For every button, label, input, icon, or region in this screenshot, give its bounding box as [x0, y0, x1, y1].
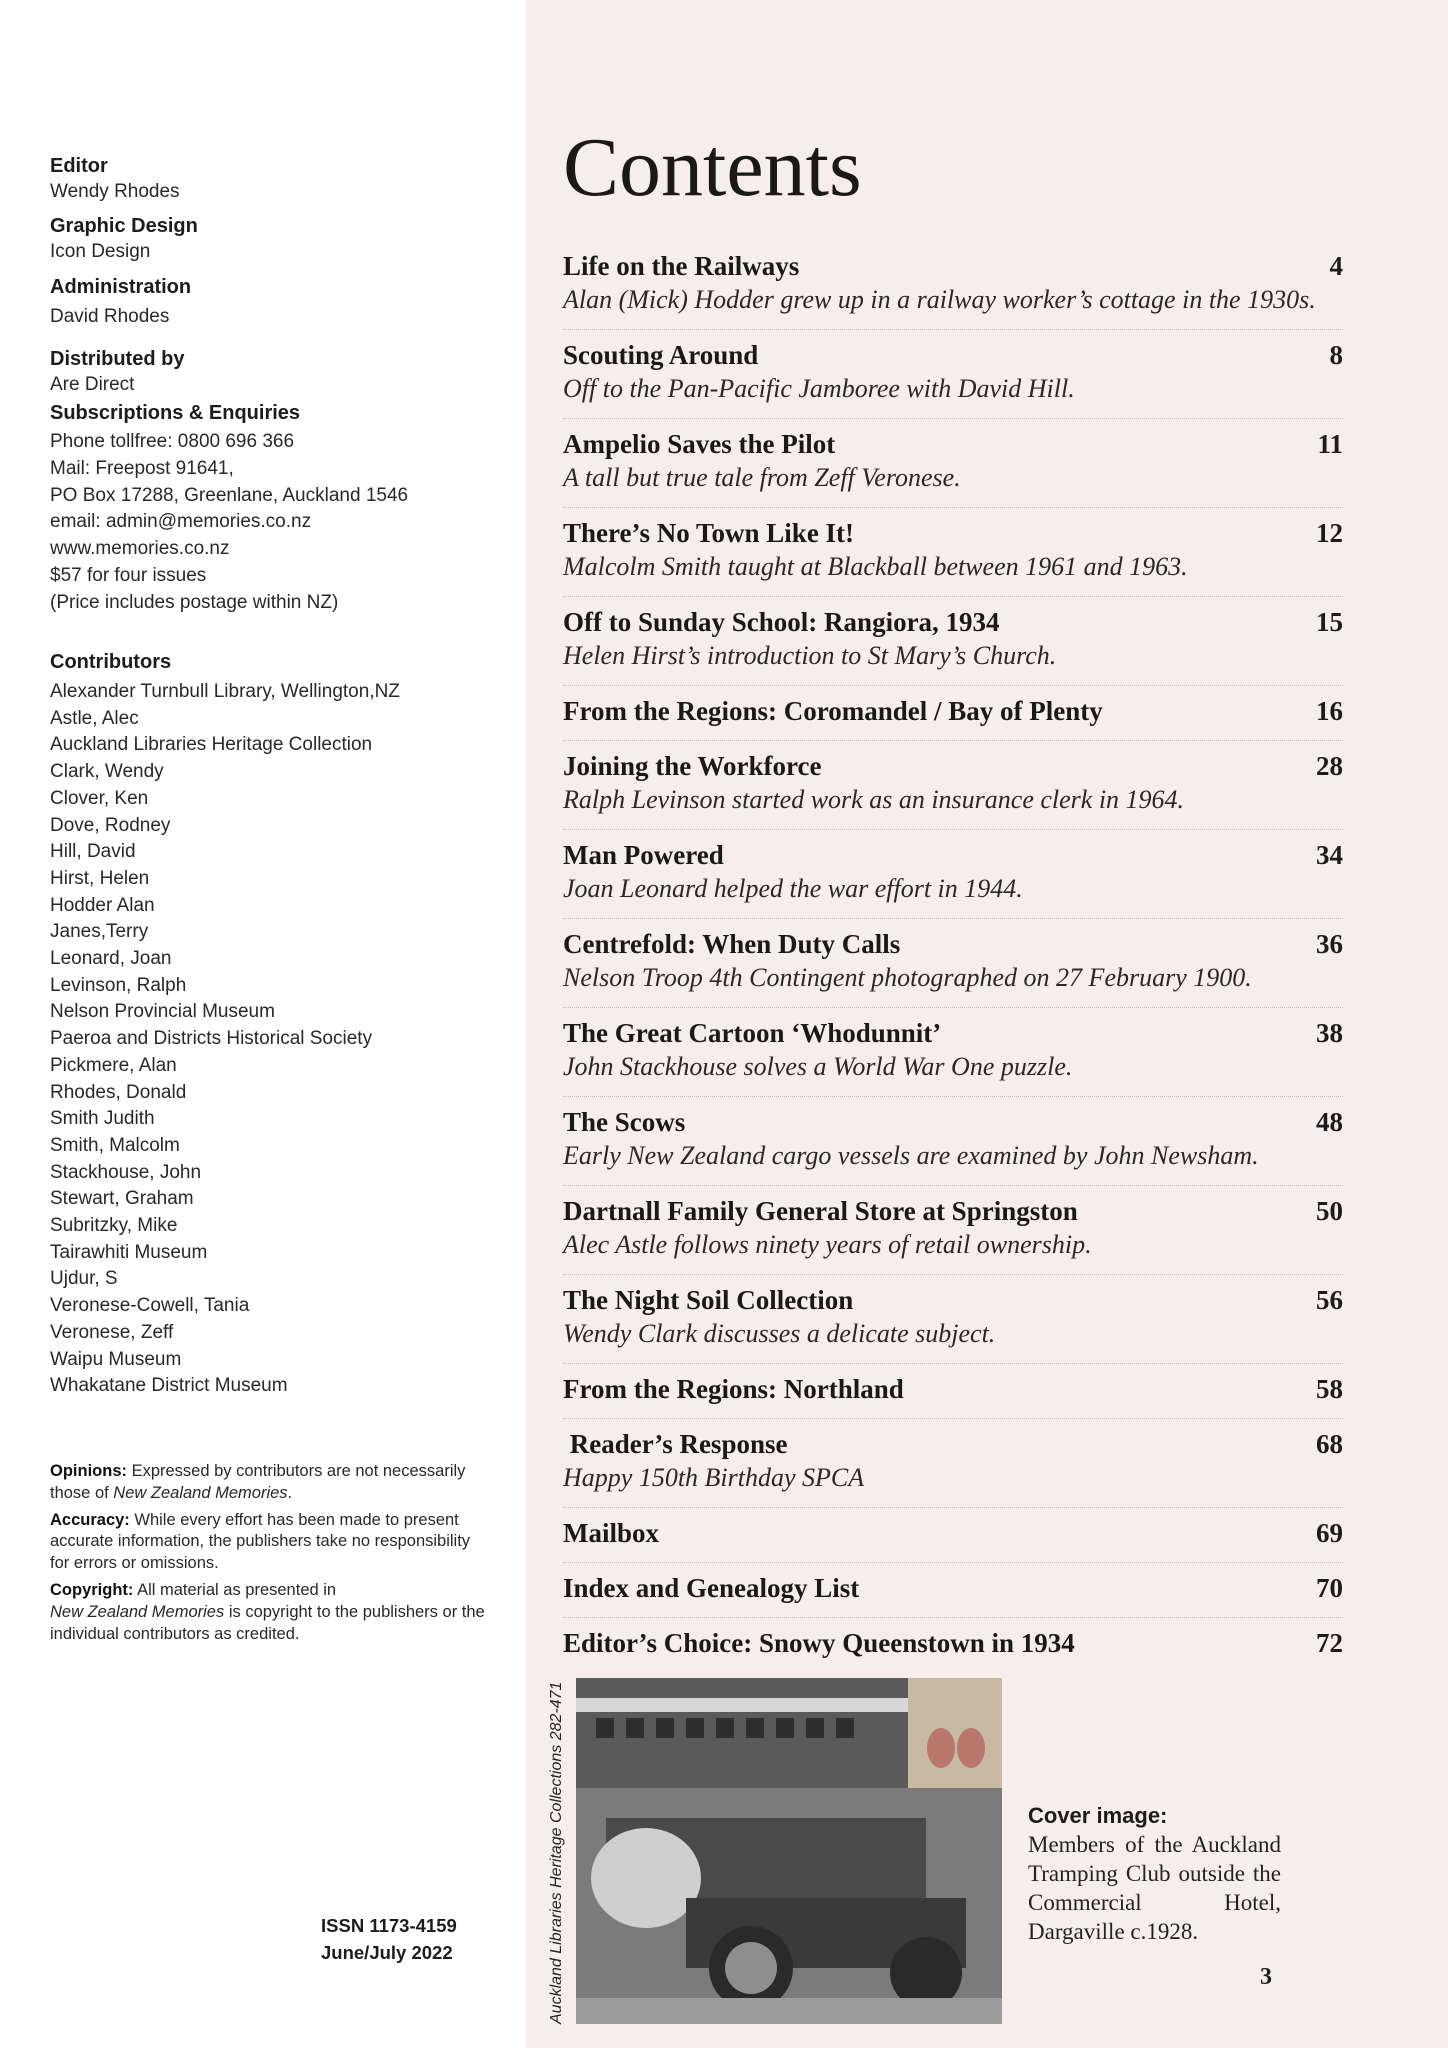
contents-item[interactable]	[563, 508, 1343, 597]
graphic-design-label: Graphic Design	[50, 215, 198, 237]
contents-item[interactable]	[563, 241, 1343, 330]
contributor-item: Smith Judith	[50, 1108, 155, 1130]
copyright-label: Copyright:	[50, 1580, 134, 1599]
subscriptions-price: $57 for four issues	[50, 564, 207, 586]
graphic-design-value: Icon Design	[50, 241, 151, 262]
disclaimers	[50, 1461, 490, 1650]
contributor-item: Ujdur, S	[50, 1268, 118, 1290]
contents-item-page: 58	[1316, 1374, 1343, 1404]
editor-label: Editor	[50, 155, 108, 177]
contents-item-page: 12	[1316, 518, 1343, 548]
contributor-item: Veronese-Cowell, Tania	[50, 1295, 250, 1317]
contributor-item: Hodder Alan	[50, 894, 155, 916]
contents-item-page: 16	[1316, 696, 1343, 726]
contributor-item: Veronese, Zeff	[50, 1321, 174, 1343]
contents-item-title: Mailbox	[563, 1518, 660, 1548]
contributors-label: Contributors	[50, 651, 172, 673]
contents-item-title: Editor’s Choice: Snowy Queenstown in 1934	[563, 1628, 1075, 1658]
contents-item[interactable]	[563, 597, 1343, 686]
issn: ISSN 1173-4159	[321, 1915, 457, 1936]
opinions-publication: New Zealand Memories	[113, 1483, 288, 1502]
contents-item-page: 56	[1316, 1285, 1343, 1315]
contents-item-title: Centrefold: When Duty Calls	[563, 929, 901, 959]
masthead-distributed	[50, 346, 184, 398]
contributor-item: Nelson Provincial Museum	[50, 1001, 275, 1023]
masthead-editor	[50, 153, 180, 205]
contents-item[interactable]	[563, 330, 1343, 419]
contents-item[interactable]	[563, 919, 1343, 1008]
subscriptions-po-box: PO Box 17288, Greenlane, Auckland 1546	[50, 484, 409, 506]
contents-item-subtitle: Joan Leonard helped the war effort in 1944.	[563, 874, 1023, 903]
contents-item-subtitle: A tall but true tale from Zeff Veronese.	[563, 463, 961, 492]
contents-item-subtitle: Nelson Troop 4th Contingent photographed on 27 February 1900.	[563, 963, 1252, 992]
contents-item-title: Dartnall Family General Store at Springston	[563, 1196, 1078, 1226]
contents-item[interactable]	[563, 1419, 1343, 1508]
contributor-item: Alexander Turnbull Library, Wellington,NZ	[50, 681, 400, 702]
cover-caption-label: Cover image:	[1028, 1803, 1168, 1828]
contents-item-title: Man Powered	[563, 840, 724, 870]
subscriptions-website[interactable]: www.memories.co.nz	[50, 538, 230, 560]
contributors-block	[50, 649, 400, 1400]
contents-item-title: Life on the Railways	[563, 251, 800, 281]
contents-item[interactable]	[563, 1563, 1343, 1618]
copyright-disclaimer	[50, 1580, 490, 1645]
accuracy-disclaimer	[50, 1510, 490, 1575]
subscriptions-block	[50, 400, 408, 617]
contributor-item: Janes,Terry	[50, 921, 149, 943]
contents-item-page: 8	[1329, 340, 1343, 370]
contents-item-page: 48	[1316, 1107, 1343, 1137]
contents-item-page: 11	[1317, 429, 1343, 459]
administration-value: David Rhodes	[50, 306, 170, 327]
contributor-item: Leonard, Joan	[50, 948, 172, 970]
copyright-end: is copyright to the publishers or the individual contributors as credited.	[50, 1602, 485, 1643]
contributor-item: Paeroa and Districts Historical Society	[50, 1028, 373, 1050]
contents-item[interactable]	[563, 1097, 1343, 1186]
contents-item-title: From the Regions: Coromandel / Bay of Plenty	[563, 696, 1103, 726]
contents-item-subtitle: Happy 150th Birthday SPCA	[563, 1463, 865, 1492]
contents-item-title: Reader’s Response	[563, 1429, 788, 1459]
contents-item[interactable]	[563, 1618, 1343, 1672]
contents-item[interactable]	[563, 1508, 1343, 1563]
contents-item-title: The Night Soil Collection	[563, 1285, 854, 1315]
contents-item-title: Index and Genealogy List	[563, 1573, 860, 1603]
contributor-item: Clover, Ken	[50, 787, 149, 809]
contents-item[interactable]	[563, 741, 1343, 830]
contents-item-title: Off to Sunday School: Rangiora, 1934	[563, 607, 1000, 637]
contents-item-title: The Scows	[563, 1107, 686, 1137]
copyright-text: All material as presented in	[133, 1580, 337, 1599]
masthead-graphic-design	[50, 213, 198, 265]
page-number: 3	[1260, 1964, 1272, 1990]
subscriptions-mail: Mail: Freepost 91641,	[50, 457, 234, 479]
contributor-item: Hirst, Helen	[50, 867, 150, 889]
issue-date: June/July 2022	[321, 1942, 453, 1963]
accuracy-text: While every effort has been made to present accurate information, the publishers take no responsibility for errors or omissions.	[50, 1510, 471, 1573]
contents-item-page: 15	[1316, 607, 1343, 637]
opinions-text: Expressed by contributors are not necessarily those of	[50, 1462, 466, 1502]
contents-item-subtitle: Wendy Clark discusses a delicate subject.	[563, 1319, 996, 1348]
subscriptions-email[interactable]: email: admin@memories.co.nz	[50, 511, 312, 533]
opinions-label: Opinions:	[50, 1462, 127, 1480]
contents-item-page: 69	[1316, 1518, 1343, 1548]
contributor-item: Stackhouse, John	[50, 1161, 202, 1183]
contributor-item: Stewart, Graham	[50, 1188, 194, 1210]
contents-item[interactable]	[563, 1008, 1343, 1097]
contributor-item: Subritzky, Mike	[50, 1215, 178, 1237]
subscriptions-phone: Phone tollfree: 0800 696 366	[50, 431, 295, 452]
contents-item-title: Ampelio Saves the Pilot	[563, 429, 836, 459]
contributor-item: Hill, David	[50, 841, 136, 863]
contributor-item: Levinson, Ralph	[50, 974, 187, 996]
contents-item[interactable]	[563, 1186, 1343, 1275]
contents-item-subtitle: Alan (Mick) Hodder grew up in a railway worker’s cottage in the 1930s.	[563, 285, 1316, 314]
contents-item-title: Joining the Workforce	[563, 751, 822, 781]
contributor-item: Whakatane District Museum	[50, 1375, 288, 1397]
contents-item-page: 36	[1316, 929, 1343, 959]
contributor-item: Astle, Alec	[50, 707, 139, 729]
subscriptions-postage-note: (Price includes postage within NZ)	[50, 591, 339, 613]
contents-item-subtitle: Ralph Levinson started work as an insurance clerk in 1964.	[563, 785, 1185, 814]
contents-item[interactable]	[563, 1275, 1343, 1364]
administration-label: Administration	[50, 276, 192, 298]
copyright-publication: New Zealand Memories	[50, 1602, 225, 1621]
contents-item-subtitle: Malcolm Smith taught at Blackball between 1961 and 1963.	[563, 552, 1188, 581]
opinions-disclaimer	[50, 1461, 490, 1505]
distributed-value: Are Direct	[50, 374, 135, 395]
contents-item-page: 34	[1316, 840, 1343, 870]
contributor-item: Rhodes, Donald	[50, 1081, 187, 1103]
contents-item-page: 28	[1316, 751, 1343, 781]
contents-item-title: The Great Cartoon ‘Whodunnit’	[563, 1018, 942, 1048]
contents-item-page: 38	[1316, 1018, 1343, 1048]
cover-caption	[1028, 1802, 1281, 1946]
contents-item[interactable]	[563, 419, 1343, 508]
masthead-administration	[50, 274, 191, 330]
editor-value: Wendy Rhodes	[50, 181, 180, 202]
contents-item-page: 4	[1329, 251, 1343, 281]
contents-item-page: 68	[1316, 1429, 1343, 1459]
contents-item-title: Scouting Around	[563, 340, 759, 370]
contents-item-subtitle: Helen Hirst’s introduction to St Mary’s Church.	[563, 641, 1057, 670]
contents-item-page: 70	[1316, 1573, 1343, 1603]
contents-item-subtitle: Early New Zealand cargo vessels are examined by John Newsham.	[563, 1141, 1259, 1170]
contents-list	[563, 241, 1343, 1672]
contributor-item: Pickmere, Alan	[50, 1054, 177, 1076]
cover-photo	[576, 1678, 1002, 2024]
contributor-item: Clark, Wendy	[50, 761, 164, 783]
contents-item[interactable]	[563, 830, 1343, 919]
contents-item-page: 50	[1316, 1196, 1343, 1226]
contents-item-page: 72	[1316, 1628, 1343, 1658]
contributor-item: Waipu Museum	[50, 1348, 182, 1370]
contents-item-title: There’s No Town Like It!	[563, 518, 855, 548]
accuracy-label: Accuracy:	[50, 1510, 130, 1529]
contents-item-title: From the Regions: Northland	[563, 1374, 904, 1404]
contents-item-subtitle: John Stackhouse solves a World War One puzzle.	[563, 1052, 1073, 1081]
cover-photo-image	[576, 1678, 1002, 2024]
page-title: Contents	[563, 121, 862, 214]
cover-caption-text: Members of the Auckland Tramping Club outside the Commercial Hotel, Dargaville c.1928.	[1028, 1832, 1281, 1944]
contributors-list	[50, 679, 400, 1400]
distributed-label: Distributed by	[50, 348, 185, 370]
contributor-item: Dove, Rodney	[50, 814, 171, 836]
contents-item-subtitle: Alec Astle follows ninety years of retail ownership.	[563, 1230, 1092, 1259]
contributor-item: Auckland Libraries Heritage Collection	[50, 734, 373, 756]
contents-item[interactable]	[563, 686, 1343, 741]
photo-credit: Auckland Libraries Heritage Collections 282-471	[548, 1681, 565, 2024]
subscriptions-label: Subscriptions & Enquiries	[50, 402, 301, 424]
contents-item-subtitle: Off to the Pan-Pacific Jamboree with David Hill.	[563, 374, 1075, 403]
contributor-item: Smith, Malcolm	[50, 1134, 180, 1156]
contributor-item: Tairawhiti Museum	[50, 1241, 208, 1263]
contents-item[interactable]	[563, 1364, 1343, 1419]
opinions-end: .	[287, 1483, 293, 1502]
